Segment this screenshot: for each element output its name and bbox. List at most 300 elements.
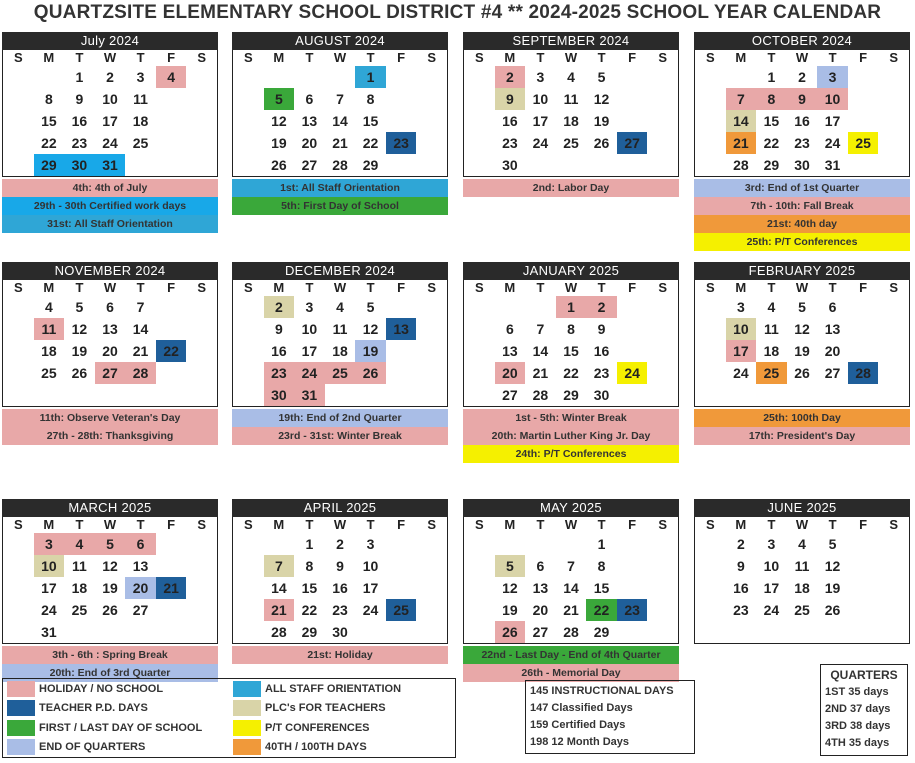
day-cell — [695, 555, 726, 577]
weekday-label: M — [504, 280, 516, 295]
day-cell: 15 — [362, 113, 379, 129]
day-cell: 1 — [597, 536, 606, 552]
month-notes — [463, 179, 679, 197]
day-cell — [464, 384, 495, 406]
day-cell: 5 — [366, 299, 375, 315]
week-row — [233, 533, 447, 555]
week-row — [3, 66, 217, 88]
day-cell: 21 — [726, 132, 757, 154]
day-cell: 17 — [301, 343, 318, 359]
week-row — [695, 154, 909, 176]
weekday-label: S — [474, 517, 484, 532]
day-cell: 16 — [593, 343, 610, 359]
day-cell — [233, 318, 264, 340]
week-row — [464, 340, 678, 362]
month-november-2024 — [2, 262, 218, 445]
day-cell — [556, 154, 587, 176]
day-cell: 9 — [736, 558, 745, 574]
day-cell — [186, 621, 217, 643]
weekday-label: F — [859, 517, 868, 532]
day-cell — [464, 318, 495, 340]
weekday-label: M — [504, 50, 516, 65]
day-cell — [186, 66, 217, 88]
day-cell — [525, 296, 556, 318]
day-cell: 22 — [763, 135, 780, 151]
day-cell: 6 — [505, 321, 514, 337]
day-cell — [878, 88, 909, 110]
day-cell — [233, 132, 264, 154]
legend-swatch — [233, 681, 261, 697]
day-cell: 17 — [362, 580, 379, 596]
day-cell — [416, 621, 447, 643]
day-cell: 3 — [366, 536, 375, 552]
week-row — [3, 318, 217, 340]
weekday-label: S — [474, 280, 484, 295]
day-cell — [156, 132, 187, 154]
day-cell — [3, 621, 34, 643]
day-cell — [617, 110, 648, 132]
day-cell — [617, 621, 648, 643]
month-notes — [463, 409, 679, 463]
day-cell: 1 — [355, 66, 386, 88]
day-cell: 17 — [763, 580, 780, 596]
week-row — [695, 340, 909, 362]
month-note: 21st: 40th day — [694, 215, 910, 233]
week-row — [464, 362, 678, 384]
day-cell — [726, 66, 757, 88]
day-cell — [647, 384, 678, 406]
day-cell — [386, 110, 417, 132]
day-cell — [617, 318, 648, 340]
day-cell — [386, 66, 417, 88]
day-cell: 5 — [597, 69, 606, 85]
day-cell: 11 — [332, 321, 348, 337]
day-cell: 12 — [71, 321, 88, 337]
weekday-label: S — [658, 280, 668, 295]
day-cell: 24 — [362, 602, 379, 618]
month-body — [2, 517, 218, 644]
weekday-label: S — [197, 50, 207, 65]
day-cell: 18 — [332, 343, 348, 359]
week-row — [695, 577, 909, 599]
day-cell — [617, 577, 648, 599]
day-cell: 3 — [34, 533, 65, 555]
day-cell: 30 — [332, 624, 348, 640]
weekday-label: S — [658, 50, 668, 65]
day-cell: 30 — [264, 384, 295, 406]
day-cell: 19 — [593, 113, 610, 129]
day-cell: 10 — [34, 555, 65, 577]
day-cell: 23 — [502, 135, 518, 151]
day-cell — [464, 66, 495, 88]
day-cell: 17 — [532, 113, 549, 129]
quarter-row: 3RD 38 days — [825, 720, 891, 732]
day-cell — [617, 384, 648, 406]
day-cell — [233, 384, 264, 406]
day-cell: 25 — [132, 135, 149, 151]
day-cell — [156, 154, 187, 176]
day-cell: 2 — [736, 536, 745, 552]
day-cell: 15 — [41, 113, 57, 129]
day-cell: 7 — [726, 88, 757, 110]
day-cell — [878, 599, 909, 621]
week-row — [464, 110, 678, 132]
week-row — [695, 110, 909, 132]
quarter-row: 1ST 35 days — [825, 686, 889, 698]
day-cell: 17 — [726, 340, 757, 362]
week-row — [464, 599, 678, 621]
legend-swatch — [7, 700, 35, 716]
month-note: 5th: First Day of School — [232, 197, 448, 215]
day-cell: 12 — [102, 558, 118, 574]
day-cell: 15 — [763, 113, 780, 129]
day-cell — [416, 110, 447, 132]
day-cell: 10 — [301, 321, 318, 337]
day-cell: 27 — [95, 362, 126, 384]
day-cell: 6 — [125, 533, 156, 555]
day-cell: 10 — [102, 91, 118, 107]
legend-label: FIRST / LAST DAY OF SCHOOL — [39, 721, 203, 734]
day-cell — [125, 621, 156, 643]
day-cell — [878, 577, 909, 599]
days-summary-row: 198 12 Month Days — [530, 736, 630, 748]
week-row — [233, 577, 447, 599]
day-cell: 27 — [532, 624, 549, 640]
day-cell: 31 — [95, 154, 126, 176]
day-cell: 28 — [271, 624, 287, 640]
week-row — [233, 88, 447, 110]
page-title: QUARTZSITE ELEMENTARY SCHOOL DISTRICT #4 ** 2024-2025 SCHOOL YEAR CALENDAR — [33, 2, 882, 23]
day-cell: 27 — [132, 602, 149, 618]
day-cell: 23 — [794, 135, 810, 151]
day-cell — [386, 384, 417, 406]
day-cell: 29 — [593, 624, 610, 640]
day-cell: 20 — [824, 343, 841, 359]
month-notes — [232, 179, 448, 215]
week-row — [695, 362, 909, 384]
day-cell — [186, 555, 217, 577]
day-cell — [416, 66, 447, 88]
month-notes — [2, 409, 218, 445]
day-cell: 5 — [75, 299, 84, 315]
week-row — [464, 132, 678, 154]
day-cell: 4 — [44, 299, 53, 315]
weekday-label: M — [735, 280, 747, 295]
week-row — [233, 318, 447, 340]
month-march-2025 — [2, 499, 218, 682]
week-row — [464, 621, 678, 643]
month-body — [232, 280, 448, 407]
day-cell: 9 — [75, 91, 84, 107]
month-note: 27th - 28th: Thanksgiving — [2, 427, 218, 445]
day-cell — [848, 154, 879, 176]
day-cell: 10 — [726, 318, 757, 340]
day-cell — [416, 132, 447, 154]
day-cell: 5 — [798, 299, 806, 315]
day-cell: 19 — [502, 602, 518, 618]
day-cell: 28 — [733, 157, 749, 173]
day-cell: 7 — [536, 321, 545, 337]
weekday-header — [695, 50, 909, 66]
day-cell — [156, 110, 187, 132]
weekday-label: T — [136, 517, 145, 532]
day-cell — [3, 340, 34, 362]
day-cell — [416, 88, 447, 110]
legend-label: TEACHER P.D. DAYS — [39, 702, 148, 715]
day-cell: 25 — [756, 362, 787, 384]
weekday-header — [464, 280, 678, 296]
day-cell: 27 — [617, 132, 648, 154]
day-cell — [386, 555, 417, 577]
day-cell: 23 — [71, 135, 88, 151]
weekday-header — [3, 280, 217, 296]
legend-item — [229, 679, 455, 699]
month-title: JANUARY 2025 — [463, 262, 679, 280]
weekday-header — [233, 280, 447, 296]
week-row — [3, 88, 217, 110]
weekday-label: S — [243, 280, 253, 295]
day-cell — [325, 66, 356, 88]
day-cell — [355, 621, 386, 643]
week-row — [3, 296, 217, 318]
day-cell — [416, 318, 447, 340]
days-summary-row: 147 Classified Days — [530, 702, 633, 714]
day-cell — [233, 599, 264, 621]
week-row — [233, 362, 447, 384]
day-cell — [464, 340, 495, 362]
day-cell — [156, 599, 187, 621]
day-cell — [3, 362, 34, 384]
day-cell: 18 — [763, 343, 780, 359]
day-cell — [233, 340, 264, 362]
weekday-label: S — [474, 50, 484, 65]
weekday-label: M — [273, 517, 285, 532]
month-note: 24th: P/T Conferences — [463, 445, 679, 463]
weekday-label: F — [628, 517, 637, 532]
day-cell: 2 — [106, 69, 114, 85]
day-cell — [464, 88, 495, 110]
week-row — [233, 154, 447, 176]
day-cell — [647, 110, 678, 132]
day-cell — [647, 132, 678, 154]
day-cell: 11 — [72, 558, 87, 574]
day-cell — [3, 318, 34, 340]
weekday-label: W — [333, 517, 347, 532]
day-cell — [525, 533, 556, 555]
month-notes — [694, 179, 910, 251]
month-january-2025 — [463, 262, 679, 463]
day-cell: 14 — [132, 321, 149, 337]
weekday-label: M — [735, 50, 747, 65]
month-body — [694, 517, 910, 644]
week-row — [695, 318, 909, 340]
day-cell — [647, 340, 678, 362]
day-cell: 22 — [586, 599, 617, 621]
day-cell: 12 — [502, 580, 518, 596]
day-cell — [186, 296, 217, 318]
day-cell — [294, 66, 325, 88]
weekday-label: T — [366, 517, 375, 532]
month-title: APRIL 2025 — [232, 499, 448, 517]
day-cell: 23 — [593, 365, 610, 381]
day-cell — [647, 599, 678, 621]
weekday-label: S — [13, 50, 23, 65]
quarters-title: QUARTERS — [830, 668, 898, 682]
day-cell — [186, 340, 217, 362]
weekday-header — [464, 517, 678, 533]
week-row — [233, 340, 447, 362]
month-body — [2, 50, 218, 177]
month-note: 17th: President's Day — [694, 427, 910, 445]
week-row — [3, 555, 217, 577]
day-cell: 13 — [824, 321, 841, 337]
day-cell: 20 — [532, 602, 549, 618]
day-cell — [386, 154, 417, 176]
month-note: 1st: All Staff Orientation — [232, 179, 448, 197]
weekday-label: F — [167, 50, 176, 65]
day-cell — [186, 88, 217, 110]
weekday-label: S — [705, 280, 715, 295]
day-cell — [464, 110, 495, 132]
day-cell: 28 — [125, 362, 156, 384]
day-cell: 12 — [794, 321, 810, 337]
day-cell — [186, 533, 217, 555]
day-cell: 15 — [593, 580, 610, 596]
day-cell — [233, 555, 264, 577]
day-cell: 7 — [567, 558, 575, 574]
day-cell — [125, 154, 156, 176]
day-cell — [186, 599, 217, 621]
day-cell — [3, 88, 34, 110]
week-row — [3, 362, 217, 384]
month-body — [2, 280, 218, 407]
day-cell: 4 — [64, 533, 95, 555]
day-cell — [525, 154, 556, 176]
legend-item — [3, 679, 229, 699]
week-row — [695, 132, 909, 154]
weekday-header — [3, 50, 217, 66]
week-row — [3, 340, 217, 362]
day-cell — [647, 362, 678, 384]
week-row — [233, 66, 447, 88]
day-cell — [848, 88, 879, 110]
month-padding — [3, 384, 217, 406]
day-cell — [233, 296, 264, 318]
day-cell — [878, 362, 909, 384]
legend-swatch — [7, 739, 35, 755]
day-cell: 13 — [301, 113, 318, 129]
day-cell — [878, 340, 909, 362]
weekday-label: T — [536, 280, 545, 295]
day-cell — [848, 555, 879, 577]
days-summary-row: 145 INSTRUCTIONAL DAYS — [530, 685, 674, 697]
day-cell: 26 — [495, 621, 526, 643]
month-september-2024 — [463, 32, 679, 197]
day-cell — [156, 296, 187, 318]
day-cell — [64, 621, 95, 643]
day-cell: 29 — [763, 157, 780, 173]
day-cell: 26 — [355, 362, 386, 384]
day-cell: 19 — [102, 580, 118, 596]
week-row — [464, 154, 678, 176]
day-cell: 13 — [502, 343, 518, 359]
week-row — [3, 132, 217, 154]
day-cell — [416, 599, 447, 621]
day-cell — [647, 88, 678, 110]
day-cell — [186, 110, 217, 132]
day-cell — [464, 599, 495, 621]
weekday-label: F — [397, 517, 406, 532]
day-cell: 3 — [736, 299, 745, 315]
day-cell — [848, 340, 879, 362]
weekday-label: S — [658, 517, 668, 532]
day-cell: 4 — [156, 66, 187, 88]
day-cell: 23 — [733, 602, 749, 618]
month-notes — [2, 179, 218, 233]
month-title: July 2024 — [2, 32, 218, 50]
month-body — [232, 50, 448, 177]
month-note: 1st - 5th: Winter Break — [463, 409, 679, 427]
month-note: 11th: Observe Veteran's Day — [2, 409, 218, 427]
legend-swatch — [233, 720, 261, 736]
day-cell: 29 — [563, 387, 579, 403]
day-cell: 24 — [824, 135, 841, 151]
weekday-header — [695, 280, 909, 296]
day-cell: 19 — [355, 340, 386, 362]
month-august-2024 — [232, 32, 448, 215]
weekday-label: W — [795, 517, 809, 532]
weekday-label: S — [427, 517, 437, 532]
weekday-label: F — [859, 280, 868, 295]
day-cell: 13 — [102, 321, 118, 337]
week-row — [233, 110, 447, 132]
day-cell — [233, 621, 264, 643]
day-cell: 29 — [362, 157, 379, 173]
week-row — [3, 621, 217, 643]
weekday-label: W — [795, 280, 809, 295]
weekday-header — [233, 50, 447, 66]
day-cell — [647, 555, 678, 577]
day-cell — [695, 154, 726, 176]
day-cell: 9 — [336, 558, 344, 574]
legend-item — [3, 699, 229, 719]
month-title: NOVEMBER 2024 — [2, 262, 218, 280]
day-cell: 21 — [563, 602, 579, 618]
day-cell — [264, 533, 295, 555]
day-cell: 7 — [336, 91, 344, 107]
day-cell: 23 — [332, 602, 348, 618]
day-cell: 31 — [294, 384, 325, 406]
month-note: 4th: 4th of July — [2, 179, 218, 197]
weekday-label: T — [828, 50, 837, 65]
day-cell — [464, 577, 495, 599]
day-cell — [695, 577, 726, 599]
day-cell — [878, 110, 909, 132]
day-cell: 9 — [597, 321, 606, 337]
day-cell — [848, 599, 879, 621]
day-cell — [3, 533, 34, 555]
weekday-label: T — [366, 280, 375, 295]
legend-item — [229, 699, 455, 719]
day-cell: 12 — [593, 91, 610, 107]
weekday-label: T — [767, 280, 776, 295]
month-note: 19th: End of 2nd Quarter — [232, 409, 448, 427]
weekday-label: M — [43, 50, 55, 65]
day-cell: 6 — [536, 558, 545, 574]
day-cell: 24 — [733, 365, 749, 381]
week-row — [695, 88, 909, 110]
day-cell: 4 — [767, 299, 776, 315]
